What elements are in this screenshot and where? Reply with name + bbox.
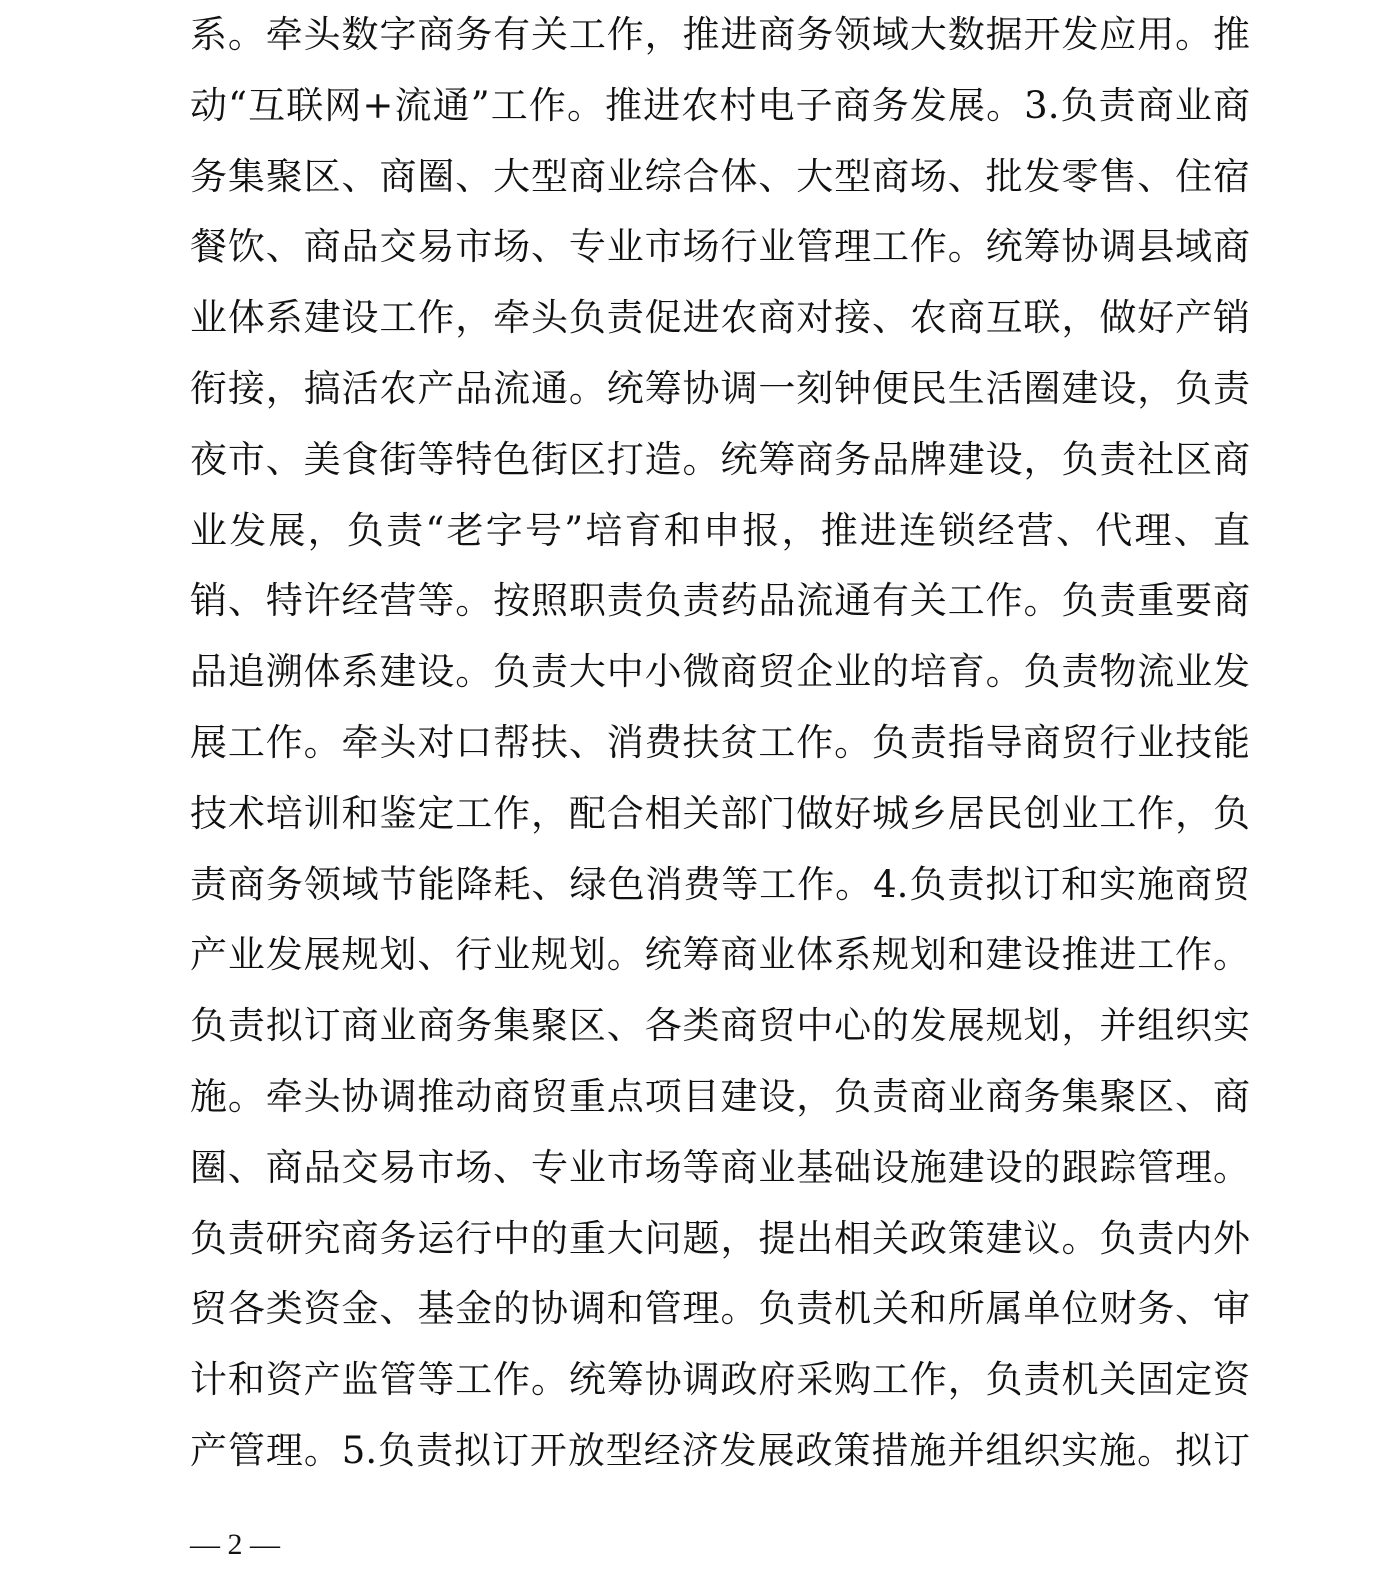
text-line: 品追溯体系建设。负责大中小微商贸企业的培育。负责物流业发	[190, 650, 1250, 694]
text-line: 餐饮、商品交易市场、专业市场行业管理工作。统筹协调县域商	[190, 225, 1250, 269]
text-line: 夜市、美食街等特色街区打造。统筹商务品牌建设，负责社区商	[190, 437, 1250, 481]
text-line: 展工作。牵头对口帮扶、消费扶贫工作。负责指导商贸行业技能	[190, 720, 1250, 764]
text-line: 圈、商品交易市场、专业市场等商业基础设施建设的跟踪管理。	[190, 1145, 1250, 1189]
text-line: 系。牵头数字商务有关工作，推进商务领域大数据开发应用。推	[190, 13, 1250, 56]
text-line: 责商务领域节能降耗、绿色消费等工作。4.负责拟订和实施商贸	[190, 862, 1250, 906]
text-line: 负责研究商务运行中的重大问题，提出相关政策建议。负责内外	[190, 1216, 1250, 1260]
text-line: 贸各类资金、基金的协调和管理。负责机关和所属单位财务、审	[190, 1287, 1250, 1331]
text-line: 业体系建设工作，牵头负责促进农商对接、农商互联，做好产销	[190, 296, 1250, 340]
text-line: 产管理。5.负责拟订开放型经济发展政策措施并组织实施。拟订	[190, 1428, 1250, 1472]
page-number: — 2 —	[190, 1528, 280, 1561]
text-line: 务集聚区、商圈、大型商业综合体、大型商场、批发零售、住宿	[190, 154, 1250, 198]
text-line: 计和资产监管等工作。统筹协调政府采购工作，负责机关固定资	[190, 1358, 1250, 1402]
body-paragraph	[190, 0, 1250, 1487]
text-line: 衔接，搞活农产品流通。统筹协调一刻钟便民生活圈建设，负责	[190, 366, 1250, 410]
text-line: 动“互联网+流通”工作。推进农村电子商务发展。3.负责商业商	[190, 83, 1250, 127]
text-line: 产业发展规划、行业规划。统筹商业体系规划和建设推进工作。	[190, 933, 1250, 977]
text-line: 业发展，负责“老字号”培育和申报，推进连锁经营、代理、直	[190, 508, 1250, 552]
text-line: 技术培训和鉴定工作，配合相关部门做好城乡居民创业工作，负	[190, 791, 1250, 835]
text-line: 销、特许经营等。按照职责负责药品流通有关工作。负责重要商	[190, 579, 1250, 623]
text-line: 负责拟订商业商务集聚区、各类商贸中心的发展规划，并组织实	[190, 1004, 1250, 1048]
text-line: 施。牵头协调推动商贸重点项目建设，负责商业商务集聚区、商	[190, 1074, 1250, 1118]
